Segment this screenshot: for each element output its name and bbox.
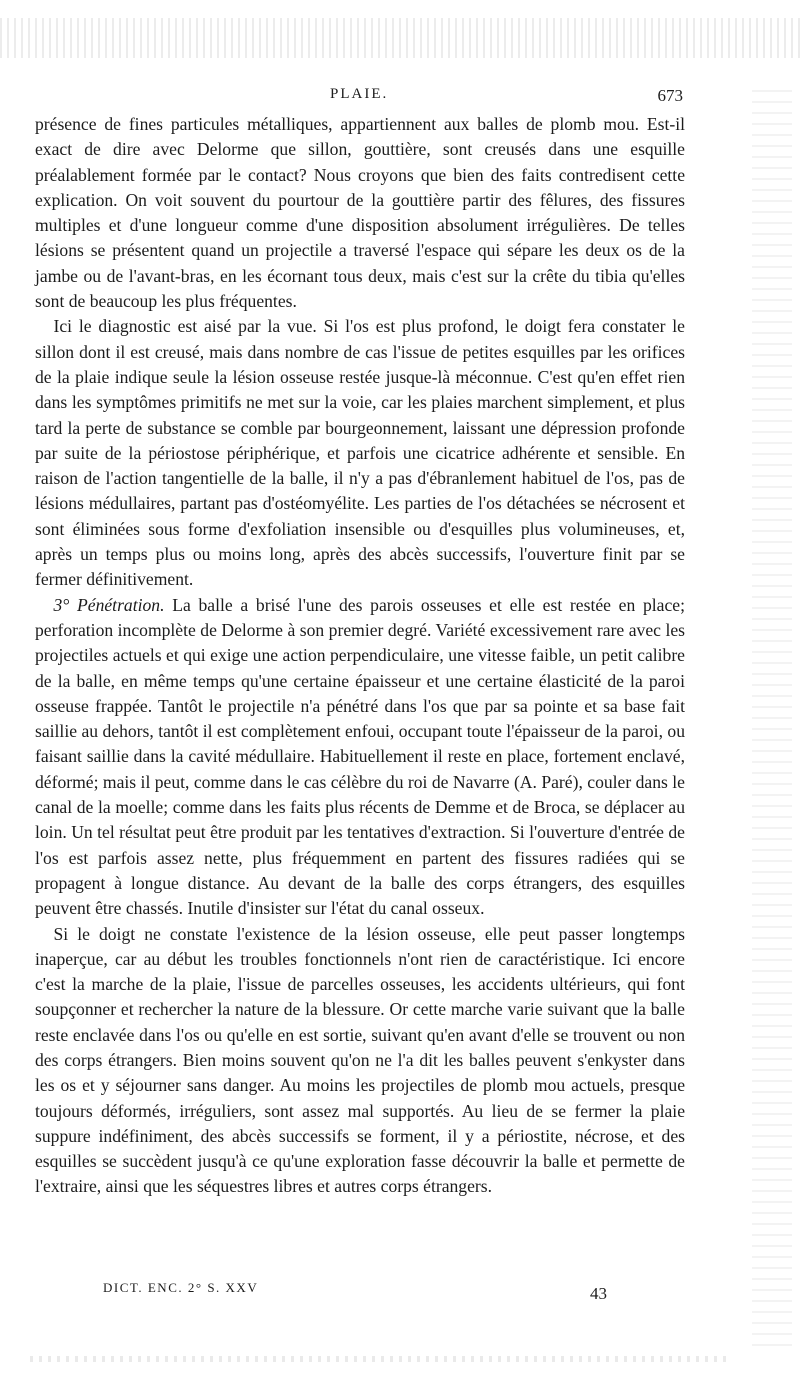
- paragraph-4: Si le doigt ne constate l'existence de la lésion osseuse, elle peut passer longtemps inaperçue, car au début les troubles fonctionnels n'ont rien de caractéristique. Ici encore c'est la marche de la plaie, l'issue de parcelles osseuses, les accidents ultérieurs, qui font soupçonner et rechercher la nature de la blessure. Or cette marche varie suivant que la balle reste enclavée dans l'os ou qu'elle en est sortie, suivant qu'en avant d'elle se trouvent ou non des corps étrangers. Bien moins souvent qu'on ne l'a dit les balles peuvent s'enkyster dans les os et y séjourner sans danger. Au moins les projectiles de plomb mou actuels, presque toujours déformés, irréguliers, sont assez mal supportés. Au lieu de se fermer la plaie suppure indéfiniment, des abcès successifs se forment, il y a périostite, nécrose, et des esquilles se succèdent jusqu'à ce qu'une exploration fasse découvrir la balle et permette de l'extraire, ainsi que les séquestres libres et autres corps étrangers.: [35, 923, 685, 1197]
- book-page: [35, 84, 685, 1200]
- paragraph-2: Ici le diagnostic est aisé par la vue. Si l'os est plus profond, le doigt fera constater le sillon dont il est creusé, mais dans nombre de cas l'issue de petites esquilles par les orifices de la plaie indique seule la lésion osseuse restée jusque-là méconnue. C'est qu'en effet rien dans les symptômes primitifs ne met sur la voie, car les plaies marchent simplement, et plus tard la perte de substance se comble par bourgeonnement, laissant une dépression profonde par suite de la périostose périphérique, et parfois une cicatrice adhérente et sensible. En raison de l'action tangentielle de la balle, il n'y a pas d'ébranlement habituel de l'os, pas de lésions médullaires, partant pas d'ostéomyélite. Les parties de l'os détachées se nécrosent et sont éliminées sous forme d'exfoliation insensible ou d'esquilles plus volumineuses, et, après un temps plus ou moins long, après des abcès successifs, l'ouverture finit par se fermer définitivement.: [35, 316, 685, 590]
- paragraph-3: [35, 593, 685, 922]
- section-heading-penetration: 3° Pénétration.: [53, 594, 165, 615]
- running-head: [35, 84, 685, 112]
- scan-noise-top: [0, 18, 800, 58]
- sheet-number: 43: [590, 1284, 607, 1303]
- body-text: [35, 112, 685, 1200]
- paragraph-3-text: La balle a brisé l'une des parois osseuses et elle est restée en place; perforation incomplète de Delorme à son premier degré. Variété excessivement rare avec les projectiles actuels et qui exige une action perpendiculaire, une vitesse faible, un petit calibre de la balle, en même temps qu'une certaine épaisseur et une certaine élasticité de la paroi osseuse frappée. Tantôt le projectile n'a pénétré dans l'os que par sa pointe et sa base fait saillie au dehors, tantôt il est complètement enfoui, occupant toute l'épaisseur de la paroi, ou faisant saillie dans la cavité médullaire. Habituellement il reste en place, fortement enclavé, déformé; mais il peut, comme dans le cas célèbre du roi de Navarre (A. Paré), couler dans le canal de la moelle; comme dans les faits plus récents de Demme et de Broca, se déplacer au loin. Un tel résultat peut être produit par les tentatives d'extraction. Si l'ouverture d'entrée de l'os est parfois assez nette, plus fréquemment en partent des fissures radiées qui se propagent à longue distance. Au devant de la balle des corps étrangers, des esquilles peuvent être chassés. Inutile d'insister sur l'état du canal osseux.: [35, 594, 685, 919]
- running-title: PLAIE.: [330, 86, 389, 102]
- page-number: 673: [657, 86, 683, 105]
- paragraph-1: présence de fines particules métalliques, appartiennent aux balles de plomb mou. Est-il exact de dire avec Delorme que sillon, gouttière, sont creusés dans une esquille préalablement formée par le contact? Nous croyons que bien des faits contredisent cette explication. On voit souvent du pourtour de la gouttière partir des fêlures, des fissures multiples et d'une longueur comme d'une disposition absolument irrégulières. De telles lésions se présentent quand un projectile a traversé l'espace qui sépare les deux os de la jambe ou de l'avant-bras, en les écornant tous deux, mais c'est sur la crête du tibia qu'elles sont de beaucoup les plus fréquentes.: [35, 114, 685, 312]
- scan-noise-bottom: [30, 1356, 730, 1362]
- scan-noise-margin: [752, 90, 792, 1350]
- printer-signature: DICT. ENC. 2° S. XXV: [103, 1280, 259, 1295]
- page-footer: [35, 1280, 685, 1310]
